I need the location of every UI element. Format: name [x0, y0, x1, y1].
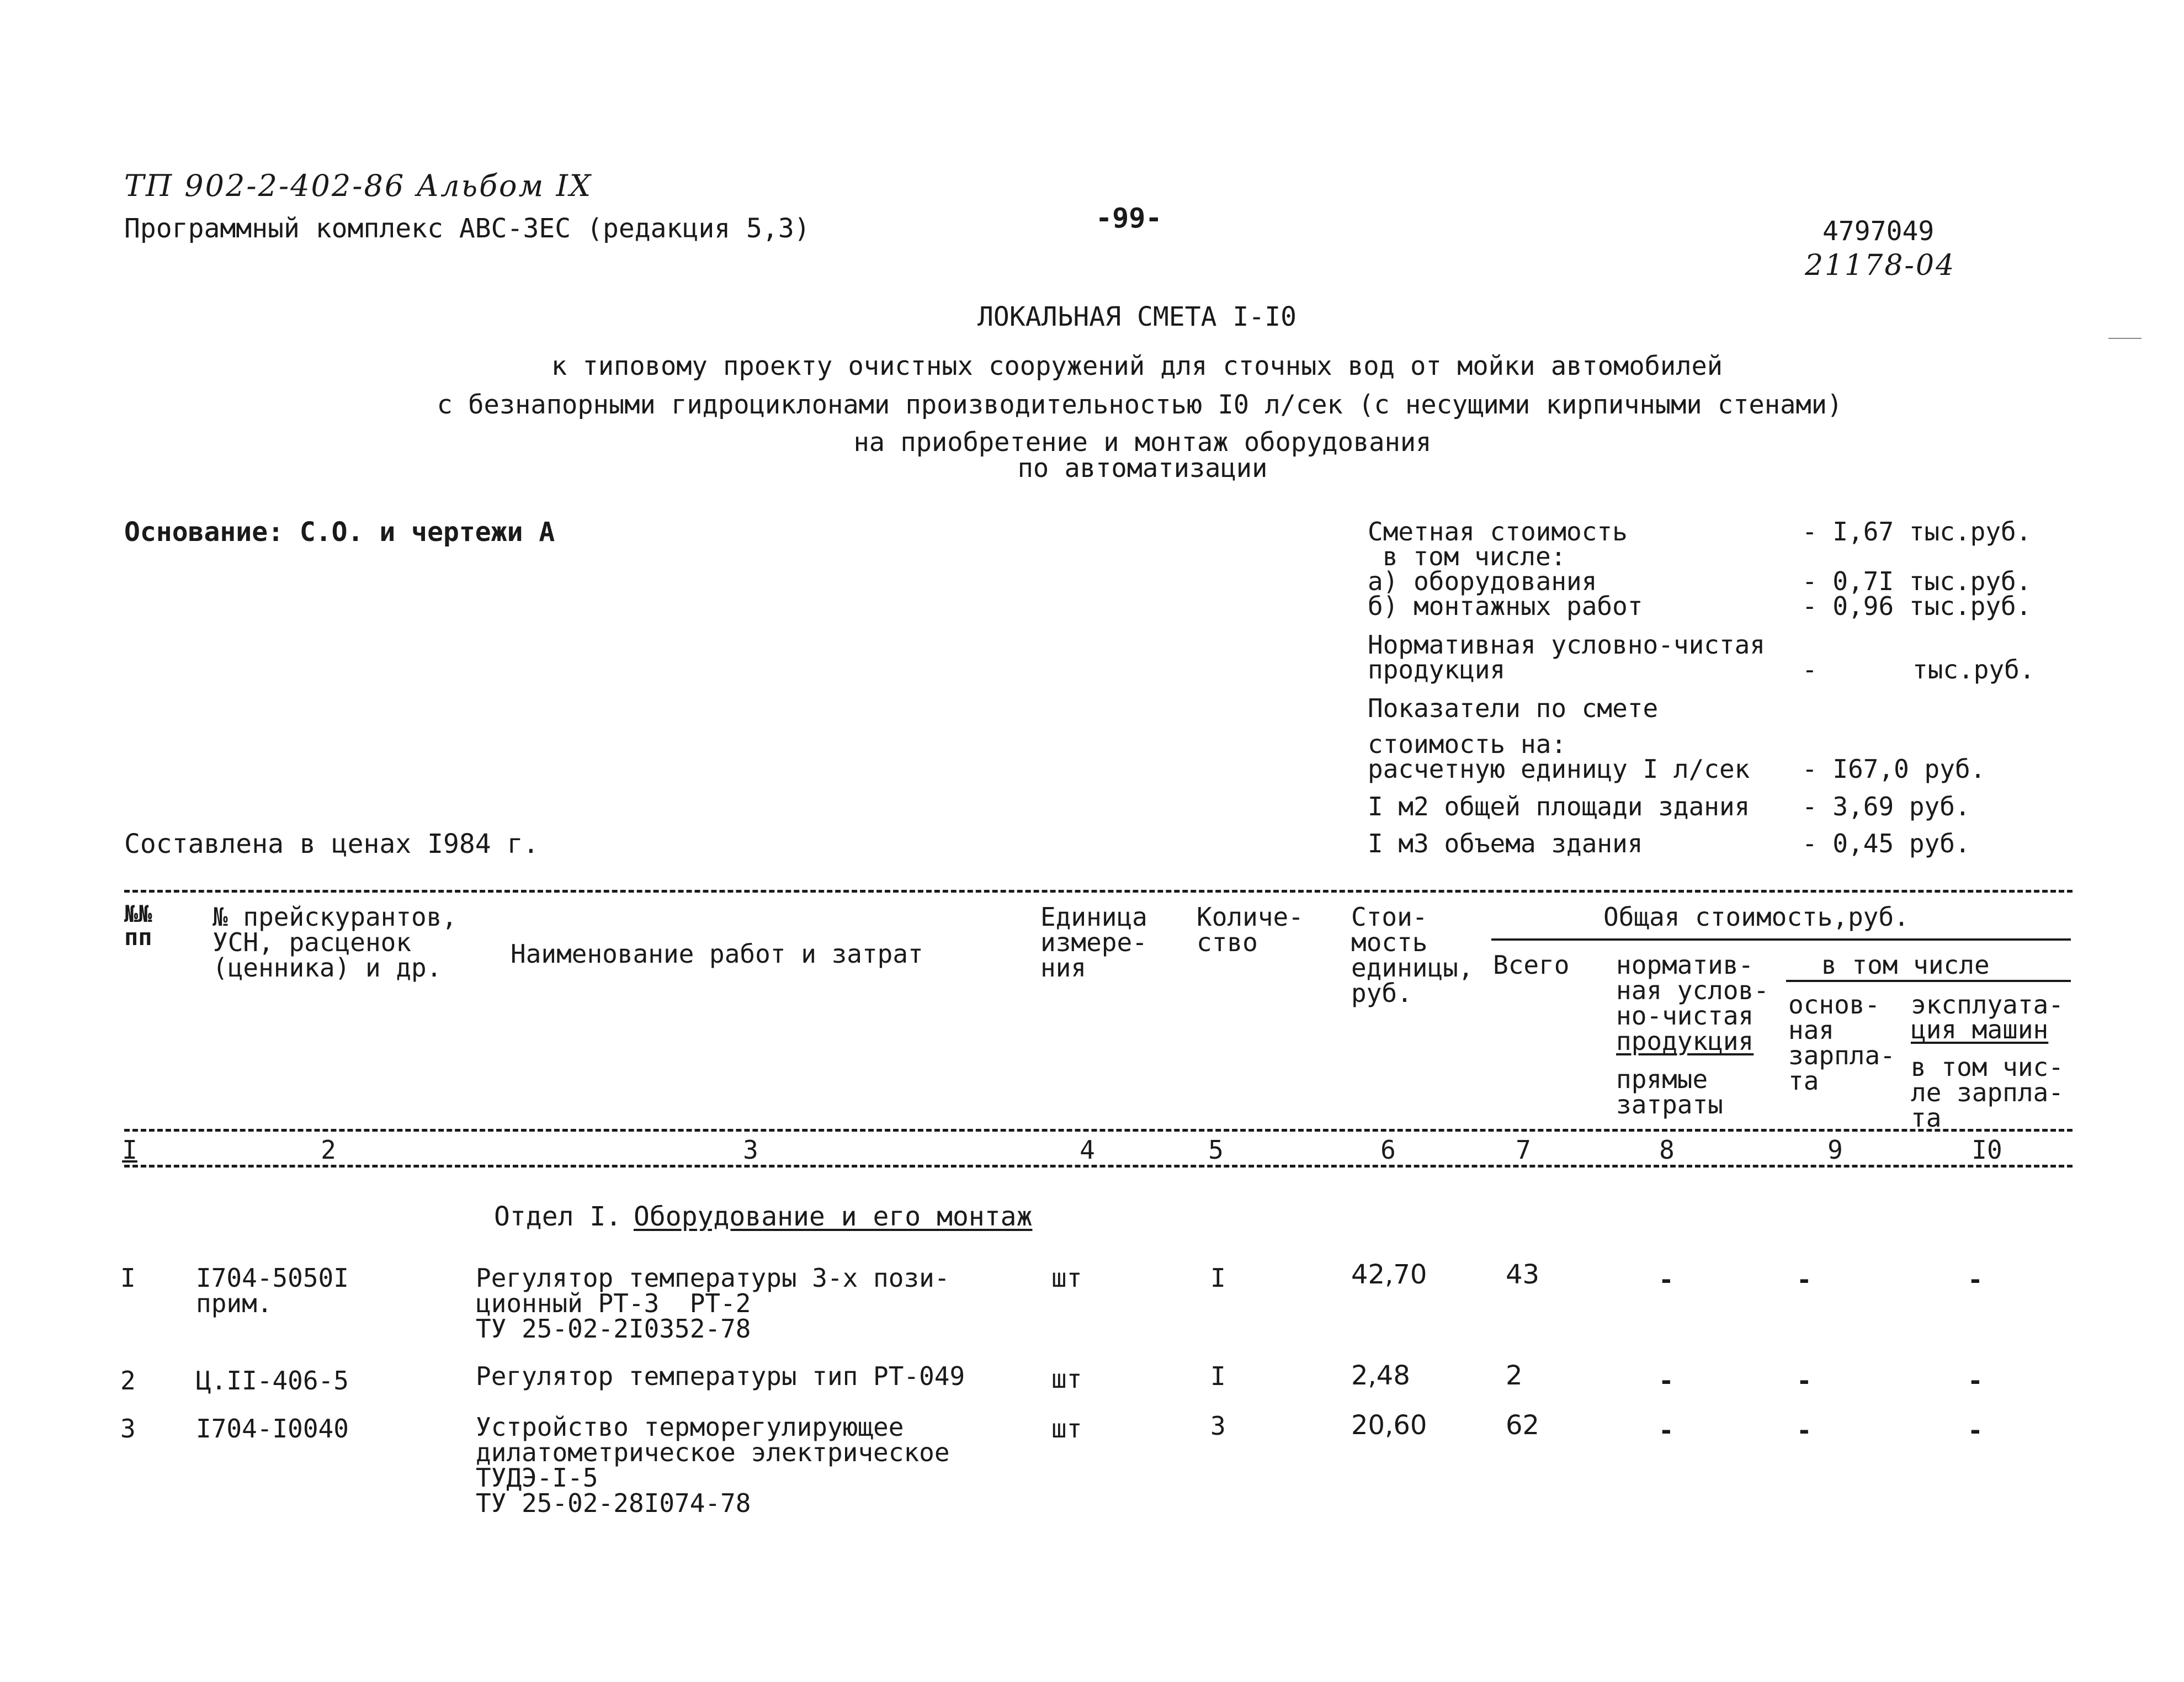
- section-title: Оборудование и его монтаж: [634, 1201, 1033, 1232]
- handwritten-album-ref: ТП 902-2-402-86 Альбом IX: [124, 168, 593, 203]
- summary-install-label: б) монтажных работ: [1368, 591, 1643, 621]
- header-work-name: Наименование работ и затрат: [511, 939, 923, 969]
- row-1-total: 43: [1506, 1259, 1540, 1290]
- summary-norm-label-1: Нормативная условно-чистая: [1368, 630, 1766, 660]
- row-2-unit: шт: [1051, 1364, 1082, 1394]
- summary-norm-unit: тыс.руб.: [1912, 655, 2035, 685]
- column-number: 6: [1380, 1135, 1396, 1165]
- row-1-name: Регулятор температуры 3-х пози- ционный РТ-3 РТ-2 ТУ 25-02-2I0352-78: [476, 1263, 950, 1344]
- summary-norm-dash: -: [1802, 655, 1818, 685]
- column-number: 5: [1208, 1135, 1224, 1165]
- column-number: 4: [1080, 1135, 1095, 1165]
- row-1-unit: шт: [1051, 1263, 1082, 1293]
- summary-cost-per: стоимость на:: [1368, 729, 1567, 759]
- header-normative: норматив- ная услов- но-чистая: [1616, 950, 1769, 1031]
- header-group-rule: [1491, 938, 2071, 941]
- summary-per-unit-label: расчетную единицу I л/сек: [1368, 754, 1750, 784]
- title-line-1: к типовому проекту очистных сооружений для сточных вод от мойки автомобилей: [551, 351, 1723, 381]
- summary-indicators: Показатели по смете: [1368, 693, 1659, 723]
- column-numbers-bottom-rule: [124, 1165, 2073, 1168]
- row-3-unit-cost: 20,60: [1351, 1410, 1427, 1441]
- table-top-rule: [124, 890, 2073, 893]
- header-normative-product: продукция: [1616, 1026, 1754, 1056]
- row-3-quantity: 3: [1210, 1411, 1226, 1441]
- row-2-total: 2: [1506, 1360, 1523, 1391]
- column-number: 3: [743, 1135, 758, 1165]
- summary-per-unit-value: - I67,0 руб.: [1802, 754, 1986, 784]
- row-1-quantity: I: [1210, 1263, 1226, 1293]
- row-2-price-ref: Ц.II-406-5: [196, 1366, 349, 1396]
- header-including: в том числе: [1821, 950, 1990, 980]
- column-number: I: [122, 1135, 137, 1165]
- row-1-unit-cost: 42,70: [1351, 1259, 1427, 1290]
- row-2-number: 2: [120, 1366, 136, 1396]
- header-including-rule: [1786, 980, 2071, 982]
- row-3-col-10: -: [1968, 1415, 1983, 1445]
- program-name: Программный комплекс АВС-ЗЕС (редакция 5,3): [124, 213, 810, 244]
- row-2-col-10: -: [1968, 1366, 1983, 1396]
- summary-norm-label-2: продукция: [1368, 655, 1506, 685]
- summary-per-m2-value: - 3,69 руб.: [1802, 792, 1970, 821]
- row-1-col-10: -: [1968, 1265, 1983, 1294]
- handwritten-number: 21178-04: [1805, 249, 1956, 282]
- table-header-bottom-rule: [124, 1129, 2073, 1132]
- summary-per-m3-label: I м3 объема здания: [1368, 829, 1643, 858]
- header-price-list: № прейскурантов, УСН, расценок (ценника) и др.: [212, 902, 458, 983]
- row-3-number: 3: [120, 1414, 136, 1444]
- header-direct-costs: прямые затраты: [1616, 1064, 1723, 1119]
- header-total-cost-group: Общая стоимость,руб.: [1603, 902, 1909, 932]
- row-2-quantity: I: [1210, 1361, 1226, 1391]
- summary-cost-value: - I,67 тыс.руб.: [1802, 517, 2032, 546]
- summary-install-value: - 0,96 тыс.руб.: [1802, 591, 2032, 621]
- row-1-number: I: [120, 1263, 136, 1293]
- compiled-in-prices: Составлена в ценах I984 г.: [124, 829, 539, 859]
- summary-equipment-label: а) оборудования: [1368, 566, 1597, 596]
- title-line-3: на приобретение и монтаж оборудования: [853, 427, 1432, 458]
- summary-including: в том числе:: [1383, 542, 1566, 571]
- header-total: Всего: [1493, 950, 1570, 980]
- header-quantity: Количе- ство: [1197, 902, 1304, 957]
- header-basic-wage: основ- ная зарпла- та: [1788, 990, 1895, 1096]
- header-machines: эксплуата-: [1911, 990, 2064, 1020]
- scan-margin-mark: [2108, 338, 2142, 339]
- summary-per-m2-label: I м2 общей площади здания: [1368, 792, 1750, 821]
- header-unit-cost: Стои- мость единицы, руб.: [1351, 902, 1474, 1008]
- page-number: -99-: [1096, 202, 1162, 234]
- row-3-total: 62: [1506, 1410, 1540, 1441]
- row-3-col-8: -: [1659, 1415, 1674, 1445]
- summary-cost-label: Сметная стоимость: [1368, 517, 1628, 546]
- estimate-title: ЛОКАЛЬНАЯ СМЕТА I-I0: [977, 301, 1296, 332]
- document-number: 4797049: [1822, 216, 1935, 247]
- row-3-unit: шт: [1051, 1414, 1082, 1444]
- column-number: 7: [1516, 1135, 1531, 1165]
- row-3-name: Устройство терморегулирующее дилатометрическое электрическое ТУДЭ-I-5 ТУ 25-02-28I074-78: [476, 1412, 950, 1518]
- header-machines-wage: в том чис- ле зарпла- та: [1911, 1052, 2064, 1133]
- column-number: 2: [321, 1135, 336, 1165]
- row-2-col-8: -: [1659, 1366, 1674, 1396]
- basis-text: Основание: С.О. и чертежи А: [124, 517, 555, 548]
- header-unit: Единица измере- ния: [1040, 902, 1147, 983]
- header-machines-op: ция машин: [1911, 1015, 2049, 1044]
- column-number: I0: [1972, 1135, 2002, 1165]
- column-number: 9: [1827, 1135, 1843, 1165]
- column-number: 8: [1659, 1135, 1675, 1165]
- row-1-col-8: -: [1659, 1265, 1674, 1294]
- row-2-col-9: -: [1797, 1366, 1812, 1396]
- title-line-2: с безнапорными гидроциклонами производительностью I0 л/сек (с несущими кирпичными стенами): [437, 390, 1843, 420]
- row-2-unit-cost: 2,48: [1351, 1360, 1410, 1391]
- row-2-name: Регулятор температуры тип РТ-049: [476, 1361, 965, 1391]
- header-row-number: №№ пп: [124, 900, 152, 951]
- section-label: Отдел I.: [494, 1201, 622, 1232]
- row-3-price-ref: I704-I0040: [196, 1414, 349, 1444]
- row-3-col-9: -: [1797, 1415, 1812, 1445]
- row-1-price-ref: I704-5050I прим.: [196, 1263, 349, 1318]
- title-line-4: по автоматизации: [1017, 453, 1268, 484]
- row-1-col-9: -: [1797, 1265, 1812, 1294]
- summary-per-m3-value: - 0,45 руб.: [1802, 829, 1970, 858]
- summary-equipment-value: - 0,7I тыс.руб.: [1802, 566, 2032, 596]
